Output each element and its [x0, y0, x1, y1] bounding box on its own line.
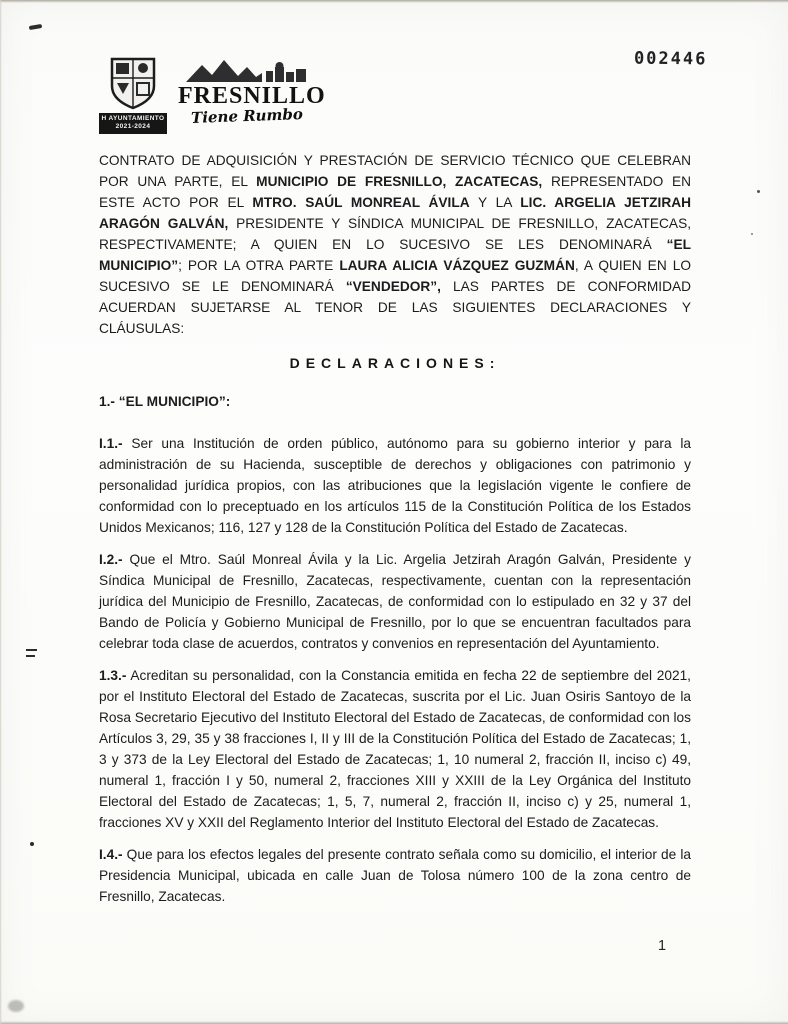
- municipal-crest-logo: [97, 56, 169, 134]
- declaraciones-heading: DECLARACIONES:: [289, 355, 501, 371]
- crest-caption-line1: H AYUNTAMIENTO: [101, 115, 165, 122]
- scan-edge-left: [0, 0, 2, 1024]
- scan-artifact: [26, 649, 37, 651]
- clause-i2: I.2.- Que el Mtro. Saúl Monreal Ávila y la Lic. Argelia Jetzirah Aragón Galván, Presidente y Síndica Municipal de Fresnillo, Zacatecas, respectivamente, cuentan con la representación jurídica del Municipio de Fresnillo, Zacatecas, de conformidad con lo estipulado en 32 y 37 del Bando de Policía y Gobierno Municipal de Fresnillo, por lo que se encuentran facultados para celebrar toda clase de acuerdos, contratos y convenios en representación del Ayuntamiento.: [99, 552, 691, 651]
- contract-opening-paragraph: CONTRATO DE ADQUISICIÓN Y PRESTACIÓN DE SERVICIO TÉCNICO QUE CELEBRAN POR UNA PARTE, EL MUNICIPIO DE FRESNILLO, ZACATECAS, REPRESENTADO EN ESTE ACTO POR EL MTRO. SAÚL MONREAL ÁVILA Y LA LIC. ARGELIA JETZIRAH ARAGÓN GALVÁN, PRESIDENTE Y SÍNDICA MUNICIPAL DE FRESNILLO, ZACATECAS, RESPECTIVAMENTE; A QUIEN EN LO SUCESIVO SE LES DENOMINARÁ “EL MUNICIPIO”; POR LA OTRA PARTE LAURA ALICIA VÁZQUEZ GUZMÁN, A QUIEN EN LO SUCESIVO SE LE DENOMINARÁ “VENDEDOR”, LAS PARTES DE CONFORMIDAD ACUERDAN SUJETARSE AL TENOR DE LAS SIGUIENTES DECLARACIONES Y CLÁUSULAS:: [99, 153, 692, 336]
- mountains-skyline-icon: [184, 57, 310, 83]
- clause-i1: I.1.- Ser una Institución de orden público, autónomo para su gobierno interior y para la administración de su Hacienda, susceptible de derechos y obligaciones con patrimonio y personalidad jurídica propios, con las atribuciones que la legislación vigente le confiere de conformidad con lo preceptuado en los artículos 115 de la Constitución Política de los Estados Unidos Mexicanos; 116, 127 y 128 de la Constitución Política del Estado de Zacatecas.: [99, 436, 691, 535]
- coat-of-arms-icon: [109, 56, 157, 110]
- scan-artifact: [757, 190, 760, 193]
- brand-tagline: Tiene Rumbo: [190, 105, 304, 127]
- fresnillo-logo: [178, 57, 326, 127]
- page-number: 1: [658, 938, 667, 954]
- clause-i3: 1.3.- Acreditan su personalidad, con la Constancia emitida en fecha 22 de septiembre del 2021, por el Instituto Electoral del Estado de Zacatecas, suscrita por el Lic. Juan Osiris Santoyo de la Rosa Secretario Ejecutivo del Instituto Electoral del Estado de Zacatecas, de conformidad con los Artículos 3, 29, 35 y 38 fracciones I, II y III de la Constitución Política del Estado de Zacatecas; 1, 3 y 373 de la Ley Electoral del Estado de Zacatecas; 1, 10 numeral 2, fracción II, inciso c) 49, numeral 1, fracción I y 50, numeral 2, fracciones XIII y XXIII de la Ley Orgánica del Instituto Electoral del Estado de Zacatecas; 1, 5, 7, numeral 2, fracción II, inciso c) y 25, numeral 1, fracciones XV y XXII del Reglamento Interior del Instituto Electoral del Estado de Zacatecas.: [99, 668, 691, 830]
- crest-caption: [99, 113, 167, 134]
- brand-name: FRESNILLO: [178, 83, 326, 109]
- scan-artifact: [30, 842, 34, 846]
- clause-i4: I.4.- Que para los efectos legales del presente contrato señala como su domicilio, el interior de la Presidencia Municipal, ubicada en calle Juan de Tolosa número 100 de la zona centro de Fresnillo, Zacatecas.: [99, 847, 691, 904]
- scan-artifact: [751, 233, 753, 235]
- contract-body: [99, 150, 691, 918]
- section-1-heading: 1.- “EL MUNICIPIO”:: [99, 394, 231, 409]
- crest-caption-line2: 2021-2024: [115, 123, 151, 130]
- scan-artifact: [8, 1000, 24, 1012]
- scan-artifact: [29, 24, 42, 30]
- scan-artifact: [26, 655, 35, 657]
- folio-number-stamp: 002446: [633, 48, 708, 70]
- scan-edge-top: [0, 0, 788, 3]
